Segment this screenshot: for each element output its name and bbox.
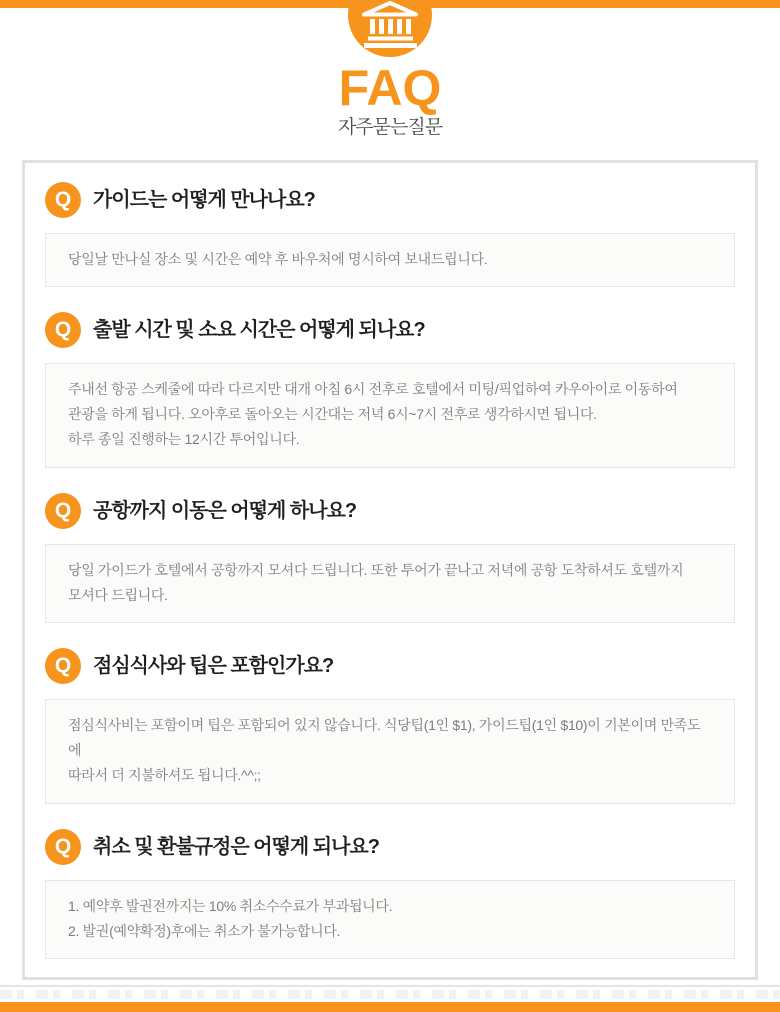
faq-item — [45, 648, 735, 804]
faq-item-header — [45, 493, 735, 529]
q-badge-label: Q — [54, 654, 72, 678]
faq-item — [45, 182, 735, 287]
faq-answer — [45, 233, 735, 287]
faq-question: 점심식사와 팁은 포함인가요? — [93, 655, 334, 678]
footer — [0, 980, 780, 1012]
faq-answer — [45, 699, 735, 804]
faq-answer-line: 1. 예약후 발권전까지는 10% 취소수수료가 부과됩니다. — [68, 897, 393, 914]
faq-item — [45, 829, 735, 959]
faq-answer — [45, 880, 735, 959]
q-badge-icon — [45, 182, 81, 218]
q-badge-label: Q — [54, 187, 72, 211]
faq-item-header — [45, 182, 735, 218]
faq-question: 가이드는 어떻게 만나나요? — [93, 188, 315, 211]
faq-answer-line: 하루 종일 진행하는 12시간 투어입니다. — [68, 431, 300, 448]
page-subtitle: 자주묻는질문 — [337, 117, 443, 138]
q-badge-icon — [45, 312, 81, 348]
footer-pattern-strip — [0, 985, 780, 1002]
bank-emblem — [348, 0, 432, 57]
faq-item-header — [45, 312, 735, 348]
q-badge-label: Q — [54, 318, 72, 342]
faq-answer-line: 모셔다 드립니다. — [68, 586, 168, 603]
bank-building-icon — [361, 1, 419, 48]
faq-answer-line: 2. 발권(예약확정)후에는 취소가 불가능합니다. — [68, 922, 341, 939]
faq-item — [45, 493, 735, 623]
q-badge-icon — [45, 493, 81, 529]
faq-answer-line: 당일 가이드가 호텔에서 공항까지 모셔다 드립니다. 또한 투어가 끝나고 저녁에 공항 도착하셔도 호텔까지 — [68, 561, 684, 578]
page-title: FAQ — [338, 60, 442, 116]
footer-accent-bar — [0, 1002, 780, 1012]
faq-answer-line: 관광을 하게 됩니다. 오아후로 돌아오는 시간대는 저녁 6시~7시 전후로 생각하시면 됩니다. — [68, 406, 597, 423]
faq-question: 출발 시간 및 소요 시간은 어떻게 되나요? — [93, 319, 425, 342]
faq-item-header — [45, 829, 735, 865]
q-badge-label: Q — [54, 834, 72, 858]
q-badge-icon — [45, 648, 81, 684]
q-badge-icon — [45, 829, 81, 865]
faq-answer — [45, 363, 735, 468]
faq-item-header — [45, 648, 735, 684]
faq-question: 공항까지 이동은 어떻게 하나요? — [93, 499, 357, 522]
faq-question: 취소 및 환불규정은 어떻게 되나요? — [93, 835, 379, 858]
faq-answer — [45, 544, 735, 623]
faq-list — [45, 182, 735, 959]
faq-answer-line: 주내선 항공 스케줄에 따라 다르지만 대개 아침 6시 전후로 호텔에서 미팅/픽업하여 카우아이로 이동하여 — [68, 381, 678, 398]
faq-answer-line: 따라서 더 지불하셔도 됩니다.^^;; — [68, 767, 261, 784]
faq-answer-line: 당일날 만나실 장소 및 시간은 예약 후 바우처에 명시하여 보내드립니다. — [68, 250, 488, 267]
faq-item — [45, 312, 735, 468]
faq-answer-line: 점심식사비는 포함이며 팁은 포함되어 있지 않습니다. 식당팁(1인 $1), 가이드팁(1인 $10)이 기본이며 만족도에 — [68, 717, 701, 759]
faq-panel — [22, 160, 758, 980]
q-badge-label: Q — [54, 498, 72, 522]
